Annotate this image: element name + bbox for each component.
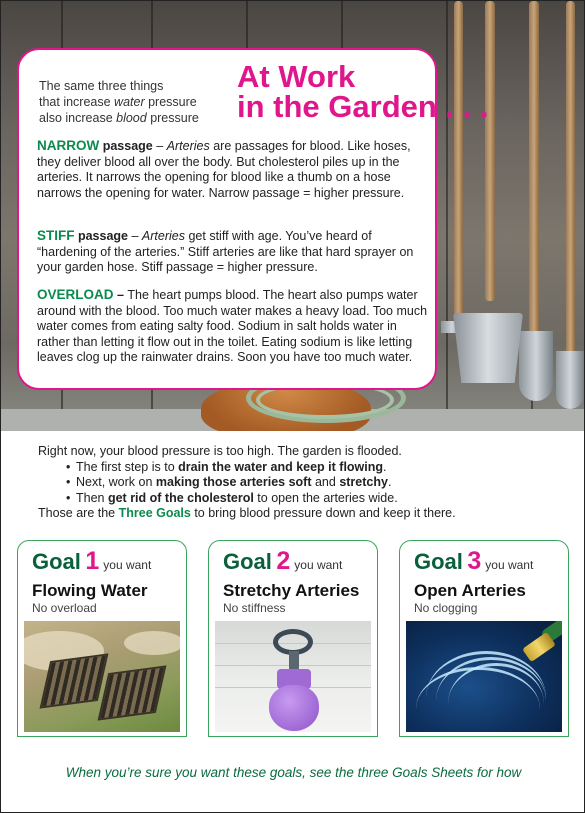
shovel-blade: [519, 331, 553, 401]
goal-name: Open Arteries: [414, 581, 526, 600]
overload-paragraph: OVERLOAD – The heart pumps blood. The heart also pumps water around with the blood. Too much water makes a heavy load. Too much water comes from eating salty food. Sodium in salt holds water in rather than letting it flow out in the toilet. Eating sodium is like letting leaves clog up the rainwater drains. Soon you have too much water.: [37, 287, 428, 364]
faucet-image: [215, 621, 371, 732]
storm-drain-image: [24, 621, 180, 732]
spade-blade: [556, 351, 584, 409]
goal-heading: Goal 2 you want: [223, 547, 343, 575]
stiff-paragraph: STIFF passage – Arteries get stiff with age. You’ve heard of “hardening of the arteries.” Stiff arteries are like that hard sprayer on your garden hose. Stiff passage = higher pressure.: [37, 228, 414, 274]
goal-subtitle: No clogging: [414, 601, 478, 615]
goal-heading: Goal 1 you want: [32, 547, 152, 575]
title-line-1: At Work: [237, 59, 356, 94]
step-item: • Then get rid of the cholesterol to open the arteries wide.: [76, 491, 568, 507]
goal-card-3: [399, 540, 569, 737]
three-goals-line: Those are the Three Goals to bring blood pressure down and keep it there.: [38, 506, 456, 520]
goal-subtitle: No stiffness: [223, 601, 286, 615]
step-item: • The first step is to drain the water and keep it flowing.: [76, 460, 568, 476]
narrow-paragraph: NARROW passage – Arteries are passages for blood. Like hoses, they deliver blood all over the body. But cholesterol piles up in the arteries. It narrows the opening for blood like a thumb on a hose narrows the opening for water. Narrow passage = higher pressure.: [37, 138, 411, 200]
rake-handle: [454, 1, 463, 331]
shovel-handle: [485, 1, 495, 301]
goal-card-1: [17, 540, 187, 737]
flooded-line: Right now, your blood pressure is too high. The garden is flooded.: [38, 444, 402, 458]
goal-name: Flowing Water: [32, 581, 148, 600]
intro-line-2: that increase water pressure: [39, 95, 197, 109]
overload-keyword: OVERLOAD: [37, 287, 114, 302]
step-item: • Next, work on making those arteries soft and stretchy.: [76, 475, 568, 491]
footer-note: When you’re sure you want these goals, see the three Goals Sheets for how: [65, 765, 522, 780]
page-title: [237, 59, 489, 124]
narrow-keyword: NARROW: [37, 138, 100, 153]
goal-heading: Goal 3 you want: [414, 547, 534, 575]
stiff-keyword: STIFF: [37, 228, 75, 243]
spade-handle: [529, 1, 539, 341]
info-panel: [17, 48, 489, 390]
title-line-2: in the Garden . . .: [237, 89, 489, 124]
hoe-handle: [566, 1, 575, 361]
metal-bucket: [453, 313, 523, 383]
steps-list: [38, 460, 568, 507]
intro-line-1: The same three things: [39, 79, 164, 93]
goal-name: Stretchy Arteries: [223, 581, 360, 600]
goal-card-2: [208, 540, 378, 737]
intro-text: [39, 78, 239, 126]
hose-spray-image: [406, 621, 562, 732]
goal-subtitle: No overload: [32, 601, 97, 615]
steps-text: [38, 444, 568, 522]
intro-line-3: also increase blood pressure: [39, 111, 199, 125]
